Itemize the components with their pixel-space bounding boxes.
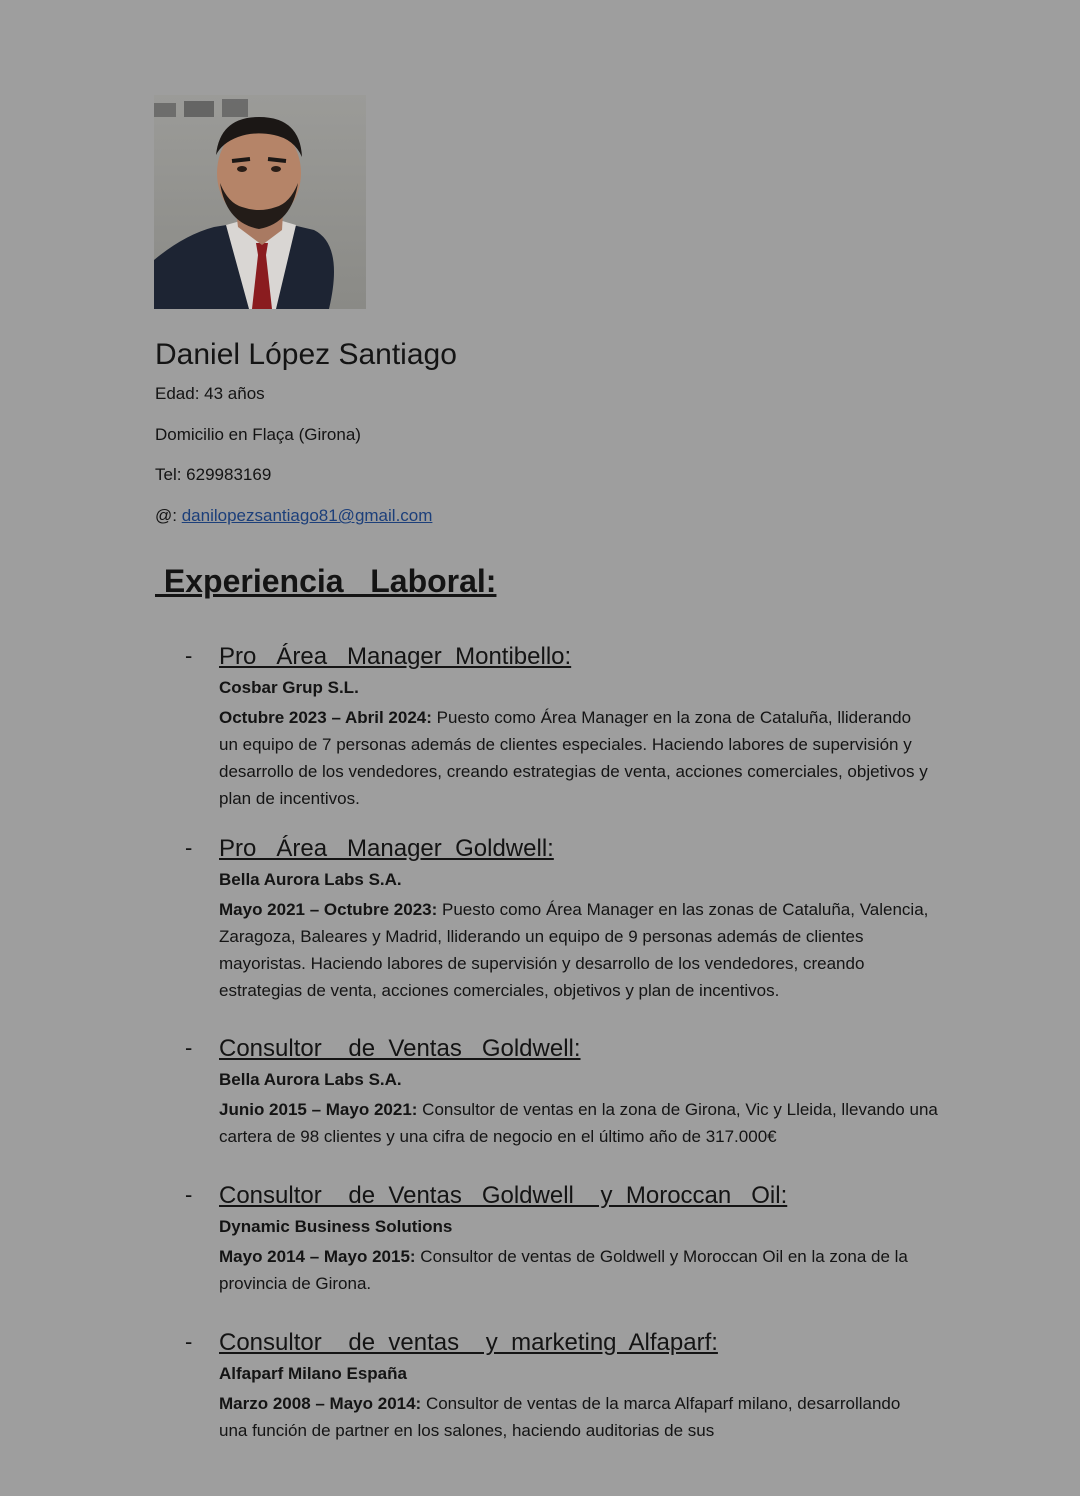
job-company: Alfaparf Milano España [219, 1364, 407, 1383]
address-text: Domicilio en Flaça (Girona) [155, 425, 361, 444]
job-description-text: Puesto como Área Manager en las zonas de Cataluña, Valencia, Zaragoza, Baleares y Madrid, lliderando un equipo de 9 personas además de clientes mayoristas. Haciendo labores de supervisión y desarrollo de los vendedores, creando estrategias de venta, acciones comerciales, objetivos y plan de incentivos. [219, 900, 929, 1000]
job-company: Dynamic Business Solutions [219, 1217, 453, 1236]
job-entry [185, 1182, 945, 1302]
email-prefix: @: [155, 506, 182, 525]
experience-heading: Experiencia Laboral: [155, 563, 497, 599]
job-description-text: Consultor de ventas de Goldwell y Moroccan Oil en la zona de la provincia de Girona. [219, 1247, 908, 1293]
job-description [219, 896, 929, 1004]
job-description [219, 704, 929, 812]
profile-photo-image [154, 95, 366, 309]
job-description-text: Puesto como Área Manager en la zona de Cataluña, lliderando un equipo de 7 personas además de clientes especiales. Haciendo labores de supervisión y desarrollo de los vendedores, creando estrategias de venta, acciones comerciales, objetivos y plan de incentivos. [219, 708, 928, 808]
list-bullet: - [185, 835, 193, 860]
job-entry [185, 1329, 945, 1449]
job-company: Cosbar Grup S.L. [219, 678, 359, 697]
job-period: Junio 2015 – Mayo 2021: [219, 1100, 418, 1119]
job-period: Octubre 2023 – Abril 2024: [219, 708, 432, 727]
job-title: Consultor de Ventas Goldwell y Moroccan Oil: [219, 1182, 788, 1209]
job-description-text: Consultor de ventas de la marca Alfaparf milano, desarrollando una función de partner en los salones, haciendo auditorias de sus [219, 1394, 901, 1440]
job-description [219, 1243, 929, 1297]
job-period: Mayo 2021 – Octubre 2023: [219, 900, 438, 919]
job-period: Marzo 2008 – Mayo 2014: [219, 1394, 422, 1413]
job-title: Pro Área Manager Montibello: [219, 643, 572, 670]
age-text: Edad: 43 años [155, 384, 265, 403]
email-line [155, 506, 432, 526]
phone-text: Tel: 629983169 [155, 465, 272, 484]
job-description-text: Consultor de ventas en la zona de Girona, Vic y Lleida, llevando una cartera de 98 clientes y una cifra de negocio en el último año de 317.000€ [219, 1100, 938, 1146]
job-title: Consultor de ventas y marketing Alfaparf: [219, 1329, 718, 1356]
job-description [219, 1096, 939, 1150]
candidate-name: Daniel López Santiago [155, 338, 457, 371]
job-company: Bella Aurora Labs S.A. [219, 870, 402, 889]
job-entry [185, 643, 945, 813]
list-bullet: - [185, 1035, 193, 1060]
list-bullet: - [185, 1329, 193, 1354]
job-title: Pro Área Manager Goldwell: [219, 835, 554, 862]
job-entry [185, 1035, 945, 1155]
email-link[interactable]: danilopezsantiago81@gmail.com [181, 506, 433, 525]
job-company: Bella Aurora Labs S.A. [219, 1070, 402, 1089]
list-bullet: - [185, 643, 193, 668]
job-description [219, 1390, 909, 1444]
job-period: Mayo 2014 – Mayo 2015: [219, 1247, 416, 1266]
job-title: Consultor de Ventas Goldwell: [219, 1035, 581, 1062]
list-bullet: - [185, 1182, 193, 1207]
profile-photo [154, 95, 366, 309]
job-entry [185, 835, 945, 1005]
